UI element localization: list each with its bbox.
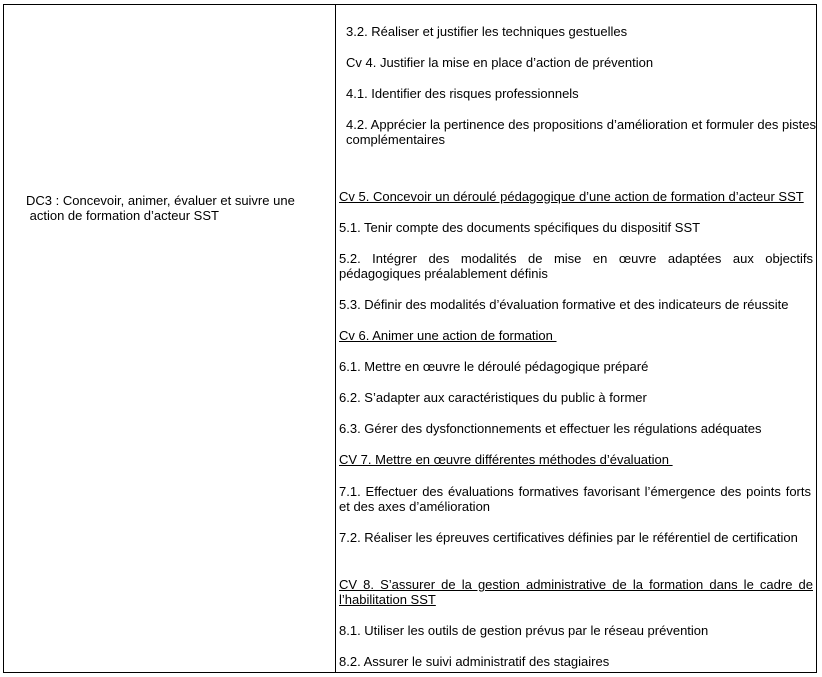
left-cell: [4, 5, 335, 672]
item-cv5: Cv 5. Concevoir un déroulé pédagogique d’une action de formation d’acteur SST: [339, 189, 804, 204]
item-3-2: 3.2. Réaliser et justifier les techniques gestuelles: [346, 24, 628, 39]
column-divider: [335, 5, 336, 672]
item-cv4: Cv 4. Justifier la mise en place d’action de prévention: [346, 55, 654, 70]
item-cv7: CV 7. Mettre en œuvre différentes méthodes d’évaluation: [339, 452, 673, 467]
competency-title-line-1: DC3 : Concevoir, animer, évaluer et suivre une: [26, 193, 295, 208]
item-7-1: 7.1. Effectuer des évaluations formatives favorisant l’émergence des points forts et des axes d’amélioration: [339, 484, 811, 514]
item-6-1: 6.1. Mettre en œuvre le déroulé pédagogique préparé: [339, 359, 649, 374]
item-5-2: 5.2. Intégrer des modalités de mise en œuvre adaptées aux objectifs pédagogiques préalablement définis: [339, 251, 813, 281]
item-5-1: 5.1. Tenir compte des documents spécifiques du dispositif SST: [339, 220, 701, 235]
item-cv8: CV 8. S’assurer de la gestion administrative de la formation dans le cadre de l’habilitation SST: [339, 577, 813, 607]
competency-table: [3, 4, 817, 673]
item-8-2: 8.2. Assurer le suivi administratif des stagiaires: [339, 654, 610, 669]
item-6-3: 6.3. Gérer des dysfonctionnements et effectuer les régulations adéquates: [339, 421, 762, 436]
item-8-1: 8.1. Utiliser les outils de gestion prévus par le réseau prévention: [339, 623, 709, 638]
item-4-2: 4.2. Apprécier la pertinence des propositions d’amélioration et formuler des pistes complémentaires: [346, 117, 816, 147]
competency-title: [26, 193, 326, 223]
item-6-2: 6.2. S’adapter aux caractéristiques du public à former: [339, 390, 647, 405]
item-cv6: Cv 6. Animer une action de formation: [339, 328, 557, 343]
competency-title-line-2: action de formation d’acteur SST: [26, 208, 219, 223]
item-4-1: 4.1. Identifier des risques professionnels: [346, 86, 579, 101]
item-5-3: 5.3. Définir des modalités d’évaluation formative et des indicateurs de réussite: [339, 297, 789, 312]
item-7-2: 7.2. Réaliser les épreuves certificatives définies par le référentiel de certification: [339, 530, 798, 545]
